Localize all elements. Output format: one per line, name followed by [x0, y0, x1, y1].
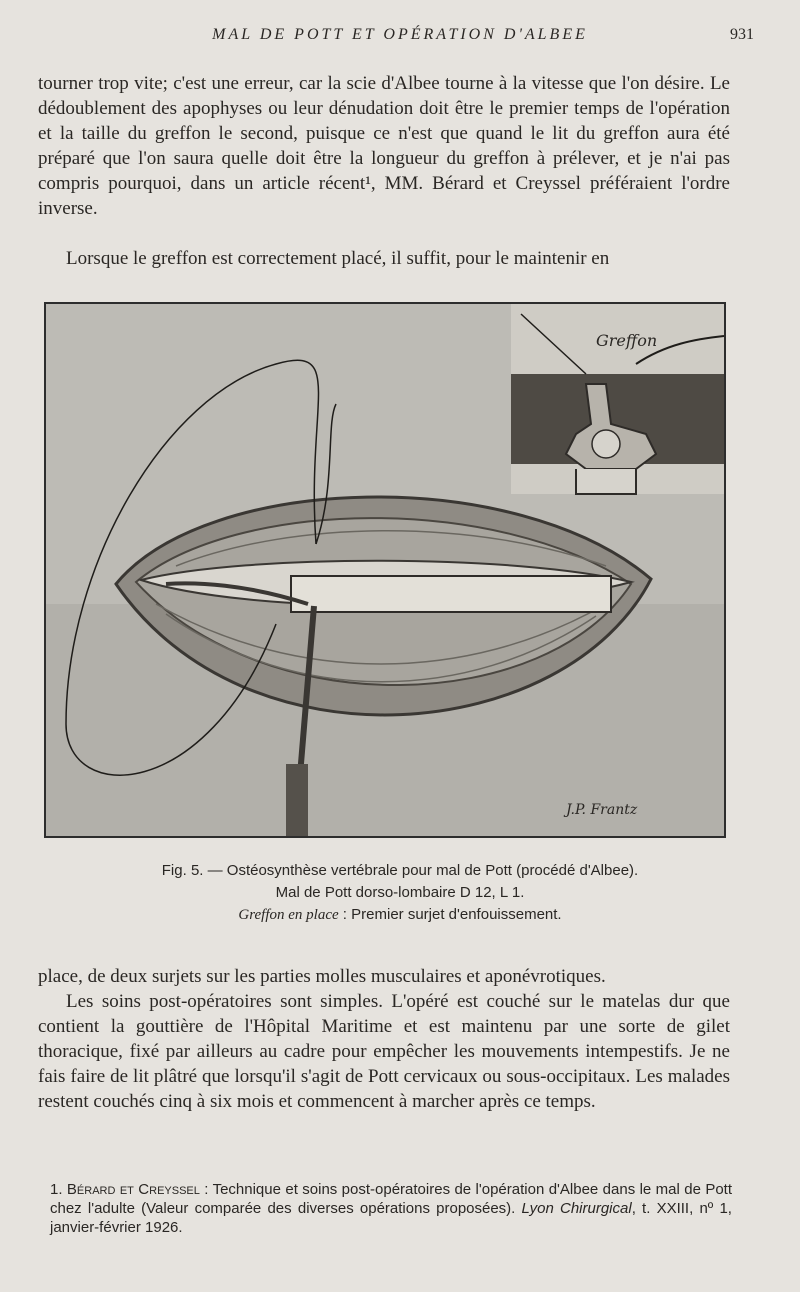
caption-line-1: Fig. 5. — Ostéosynthèse vertébrale pour mal de Pott (procédé d'Albee). — [161, 862, 639, 879]
footnote-authors: Bérard et Creyssel — [66, 1181, 200, 1198]
footnote-journal: Lyon Chirurgical — [521, 1200, 632, 1217]
page-number: 931 — [730, 26, 754, 43]
paragraph-1: tourner trop vite; c'est une erreur, car la scie d'Albee tourne à la vitesse que l'on désire. Le dédoublement des apophyses ou leur dénudation doit être le premier temps de l'opération et la taille du greffon le second, puisque ce n'est que quand le lit du greffon aura été préparé que l'on saura quelle doit être la longueur du greffon à prélever, et je n'ai pas compris pourquoi, dans un article récent¹, MM. Bérard et Creyssel préféraient l'ordre inverse. — [38, 73, 730, 219]
footnote-text-1: : Technique et soins post-opératoires de l'opération d'Albee dans le mal de Pott chez l'adulte (Valeur comparée des diverses opérations proposées). — [50, 1181, 732, 1217]
running-title: MAL DE POTT ET OPÉRATION D'ALBEE — [212, 26, 588, 43]
footnote-number: 1. — [50, 1181, 67, 1198]
caption-line-3 — [40, 904, 760, 926]
paragraph-4: Les soins post-opératoires sont simples. L'opéré est couché sur le matelas dur que contient la gouttière de l'Hôpital Maritime et est maintenu par une sorte de gilet thoracique, fixé par ailleurs au cadre pour empêcher les mouvements intempestifs. Je ne fais faire de lit plâtré que lorsqu'il s'agit de Pott cervicaux ou sous-occipitaux. Les malades restent couchés cinq à six mois et commencent à marcher après ce temps. — [38, 991, 730, 1112]
artist-signature: J.P. Frantz — [566, 802, 638, 818]
inset-label-greffon: Greffon — [596, 331, 658, 350]
footnote-text-2: , t. XXIII, nº 1, janvier-février 1926. — [50, 1200, 732, 1236]
footnote — [50, 1180, 732, 1237]
paragraph-2: Lorsque le greffon est correctement placé, il suffit, pour le maintenir en — [66, 248, 610, 269]
paragraph-3: place, de deux surjets sur les parties molles musculaires et aponévrotiques. — [38, 966, 606, 987]
surgical-illustration — [44, 302, 726, 838]
caption-italic: Greffon en place — [238, 907, 339, 923]
graft-shape — [291, 576, 611, 612]
caption-line-2: Mal de Pott dorso-lombaire D 12, L 1. — [275, 884, 525, 901]
illustration-drawing — [46, 304, 724, 836]
caption-rest: : Premier surjet d'enfouissement. — [338, 906, 562, 923]
figure-caption — [40, 860, 760, 926]
page-header — [40, 26, 760, 52]
